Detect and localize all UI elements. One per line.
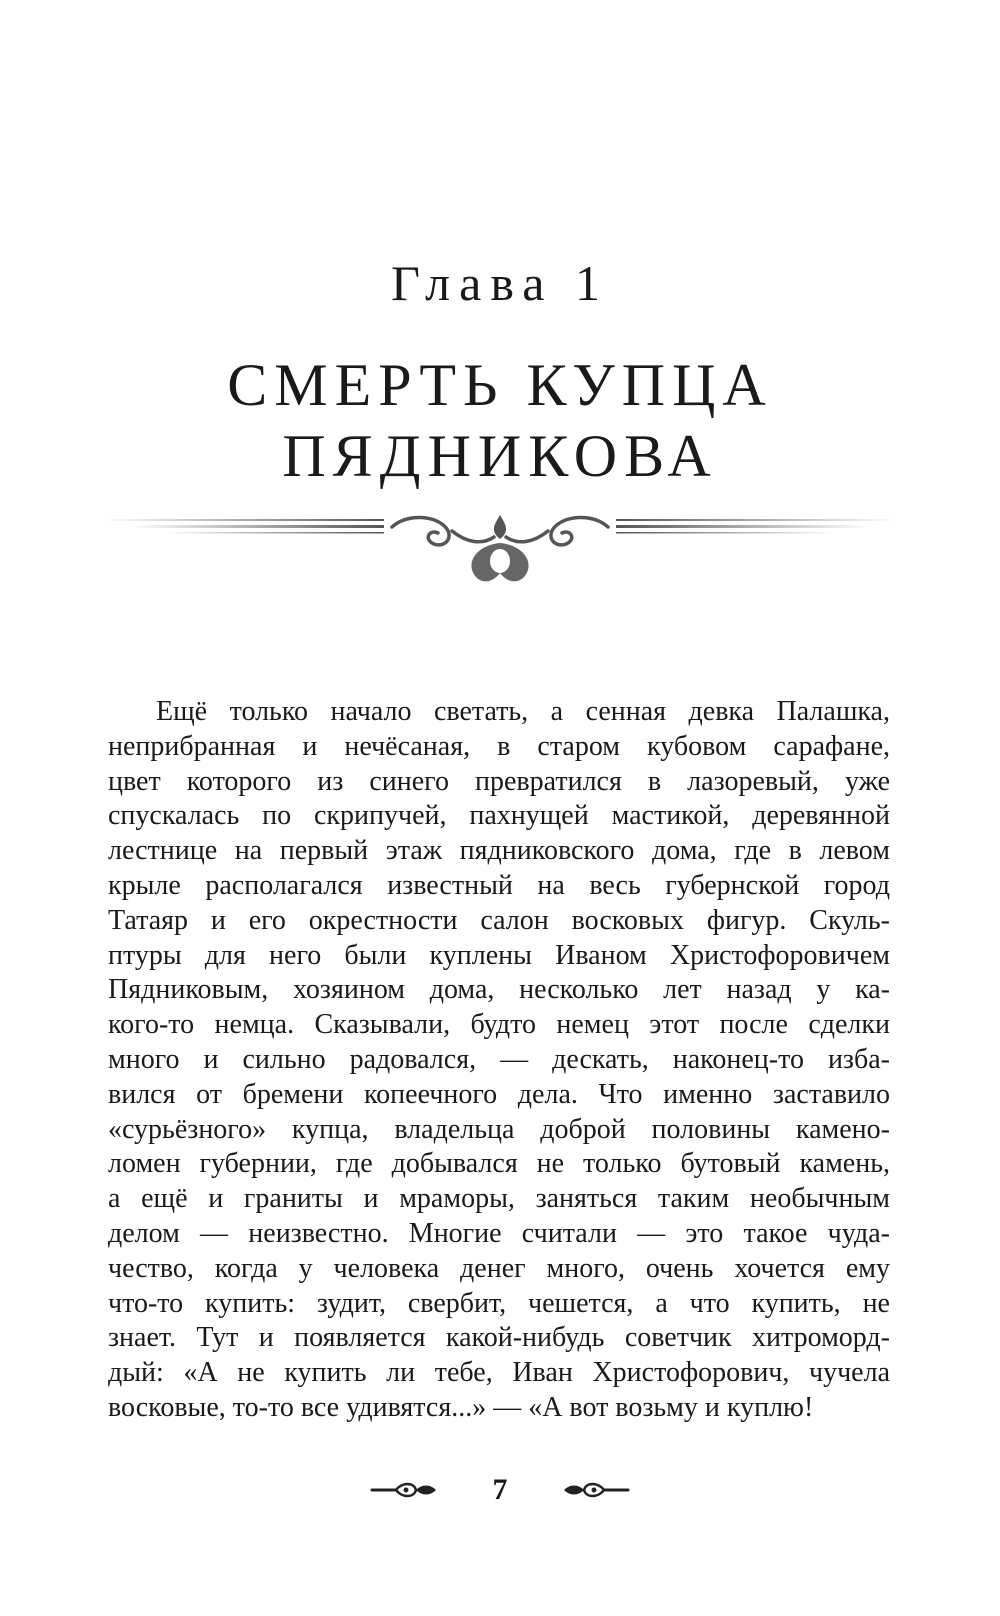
text-line: делом — неизвестно. Многие считали — это такое чуда- bbox=[108, 1217, 890, 1249]
body-text bbox=[108, 695, 890, 1426]
text-line: неприбранная и нечёсаная, в старом кубовом сарафане, bbox=[108, 730, 890, 762]
text-line: Ещё только начало светать, а сенная девка Палашка, bbox=[156, 696, 890, 727]
chapter-title-line-1: СМЕРТЬ КУПЦА bbox=[227, 352, 773, 418]
text-line: спускалась по скрипучей, пахнущей мастикой, деревянной bbox=[108, 800, 890, 832]
text-line: птуры для него были куплены Иваном Христофоровичем bbox=[108, 939, 890, 971]
chapter-title-line-2: ПЯДНИКОВА bbox=[282, 423, 718, 489]
chapter-title bbox=[0, 350, 1000, 492]
text-line: кого-то немца. Сказывали, будто немец этот после сделки bbox=[108, 1009, 890, 1041]
page-number: 7 bbox=[492, 1473, 508, 1506]
text-line: восковые, то-то все удивятся...» — «А вот возьму и куплю! bbox=[108, 1391, 814, 1423]
text-line: что-то купить: зудит, свербит, чешется, а что купить, не bbox=[108, 1287, 890, 1319]
text-line: ломен губернии, где добывался не только бутовый камень, bbox=[108, 1148, 890, 1180]
text-line: дый: «А не купить ли тебе, Иван Христофорович, чучела bbox=[108, 1357, 890, 1389]
text-line: лестнице на первый этаж пядниковского дома, где в левом bbox=[108, 835, 890, 867]
text-line: «сурьёзного» купца, владельца доброй половины камено- bbox=[108, 1113, 890, 1145]
text-line: много и сильно радовался, — дескать, наконец-то изба- bbox=[108, 1043, 890, 1075]
chapter-label: Глава 1 bbox=[391, 255, 609, 311]
text-line: вился от бремени копеечного дела. Что именно заставило bbox=[108, 1078, 890, 1110]
text-line: чество, когда у человека денег много, очень хочется ему bbox=[108, 1252, 890, 1284]
divider-ornament-icon bbox=[102, 515, 898, 595]
folio-ornament-right-icon bbox=[560, 1480, 630, 1500]
text-line: Пядниковым, хозяином дома, несколько лет назад у ка- bbox=[108, 974, 890, 1006]
text-line: цвет которого из синего превратился в лазоревый, уже bbox=[108, 765, 890, 797]
text-line: Татаяр и его окрестности салон восковых фигур. Скуль- bbox=[108, 904, 890, 936]
text-line: крыле располагался известный на весь губернской город bbox=[108, 869, 890, 901]
page-footer bbox=[370, 1470, 630, 1510]
text-line: знает. Тут и появляется какой-нибудь советчик хитроморд- bbox=[108, 1322, 890, 1354]
text-line: а ещё и граниты и мраморы, заняться таким необычным bbox=[108, 1183, 890, 1215]
